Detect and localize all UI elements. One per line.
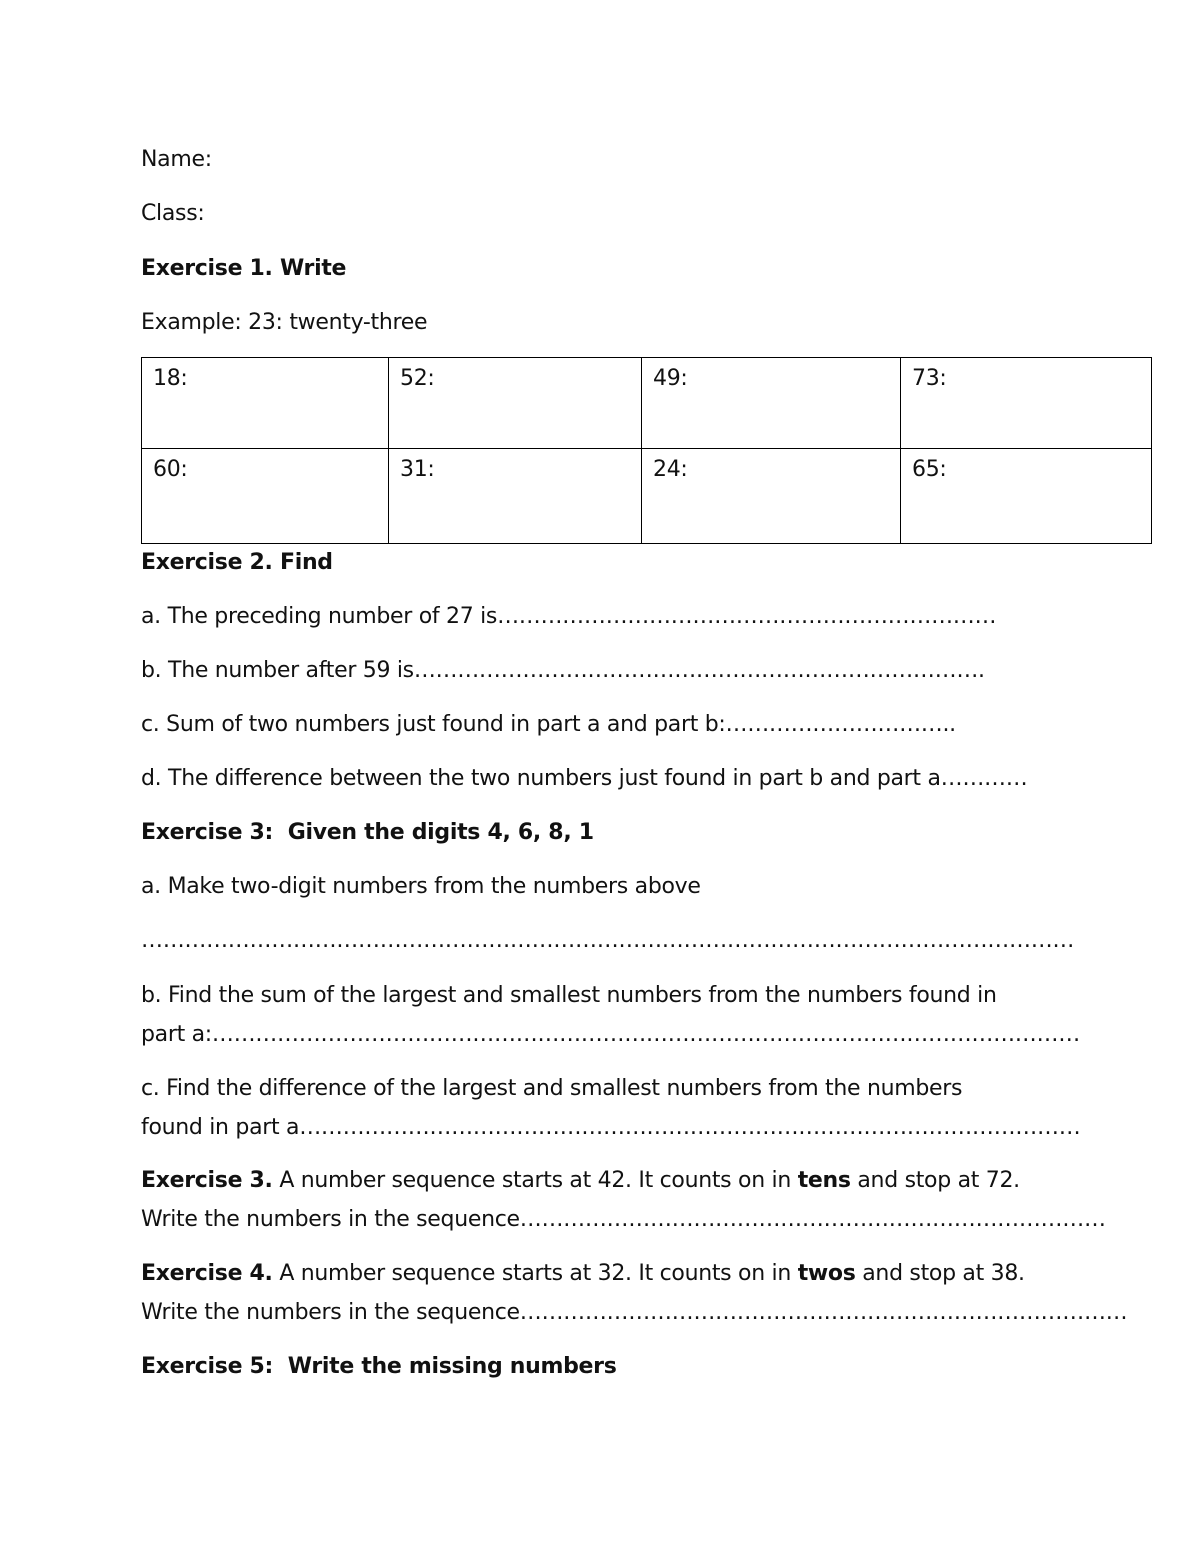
exercise-3-c-line1: c. Find the difference of the largest and smallest numbers from the numbers xyxy=(141,1076,963,1101)
exercise-2-b: b. The number after 59 is……………………………………………………………………. xyxy=(141,658,985,683)
exercise-1-title: Exercise 1. Write xyxy=(141,256,347,281)
table-cell[interactable]: 31: xyxy=(389,449,642,544)
exercise-3-sequence-line2: Write the numbers in the sequence……………………………………………………………………… xyxy=(141,1207,1106,1232)
table-cell[interactable]: 49: xyxy=(642,358,901,449)
exercise-2-title: Exercise 2. Find xyxy=(141,550,333,575)
exercise-3-a: a. Make two-digit numbers from the numbers above xyxy=(141,874,701,899)
exercise-3-c-line2: found in part a……………………………………………………………………………………………… xyxy=(141,1115,1081,1140)
exercise-2-a: a. The preceding number of 27 is…………………………………………………………… xyxy=(141,604,997,629)
exercise-3-sequence-text-end: and stop at 72. xyxy=(850,1168,1020,1193)
exercise-5-title: Exercise 5: Write the missing numbers xyxy=(141,1354,617,1379)
exercise-3-sequence-bold-word: tens xyxy=(797,1168,851,1193)
table-row xyxy=(142,358,1152,449)
exercise-4-text-end: and stop at 38. xyxy=(855,1261,1025,1286)
table-cell[interactable]: 73: xyxy=(901,358,1152,449)
exercise-3-title: Exercise 3: Given the digits 4, 6, 8, 1 xyxy=(141,820,594,845)
class-label: Class: xyxy=(141,201,205,226)
exercise-3-a-answer-line[interactable]: ………………………………………………………………………………………………………………… xyxy=(141,928,1075,953)
exercise-1-example: Example: 23: twenty-three xyxy=(141,310,428,335)
table-cell[interactable]: 60: xyxy=(142,449,389,544)
exercise-3-sequence-line1 xyxy=(141,1168,1020,1194)
table-cell[interactable]: 52: xyxy=(389,358,642,449)
exercise-4-line1 xyxy=(141,1261,1025,1287)
table-cell[interactable]: 18: xyxy=(142,358,389,449)
exercise-3-sequence-title: Exercise 3. xyxy=(141,1168,273,1193)
exercise-4-bold-word: twos xyxy=(797,1261,856,1286)
exercise-2-d: d. The difference between the two numbers just found in part b and part a………… xyxy=(141,766,1028,791)
exercise-4-line2: Write the numbers in the sequence………………………………………………………………………… xyxy=(141,1300,1128,1325)
exercise-4-text: A number sequence starts at 32. It counts on in xyxy=(272,1261,798,1286)
exercise-3-b-line2: part a:………………………………………………………………………………………………………… xyxy=(141,1022,1080,1047)
exercise-3-b-line1: b. Find the sum of the largest and smallest numbers from the numbers found in xyxy=(141,983,997,1008)
exercise-4-title: Exercise 4. xyxy=(141,1261,273,1286)
name-label: Name: xyxy=(141,147,212,172)
exercise-3-sequence-text: A number sequence starts at 42. It counts on in xyxy=(272,1168,798,1193)
table-row xyxy=(142,449,1152,544)
table-cell[interactable]: 24: xyxy=(642,449,901,544)
exercise-1-table xyxy=(141,357,1152,544)
table-cell[interactable]: 65: xyxy=(901,449,1152,544)
exercise-2-c: c. Sum of two numbers just found in part a and part b:………………………….. xyxy=(141,712,956,737)
